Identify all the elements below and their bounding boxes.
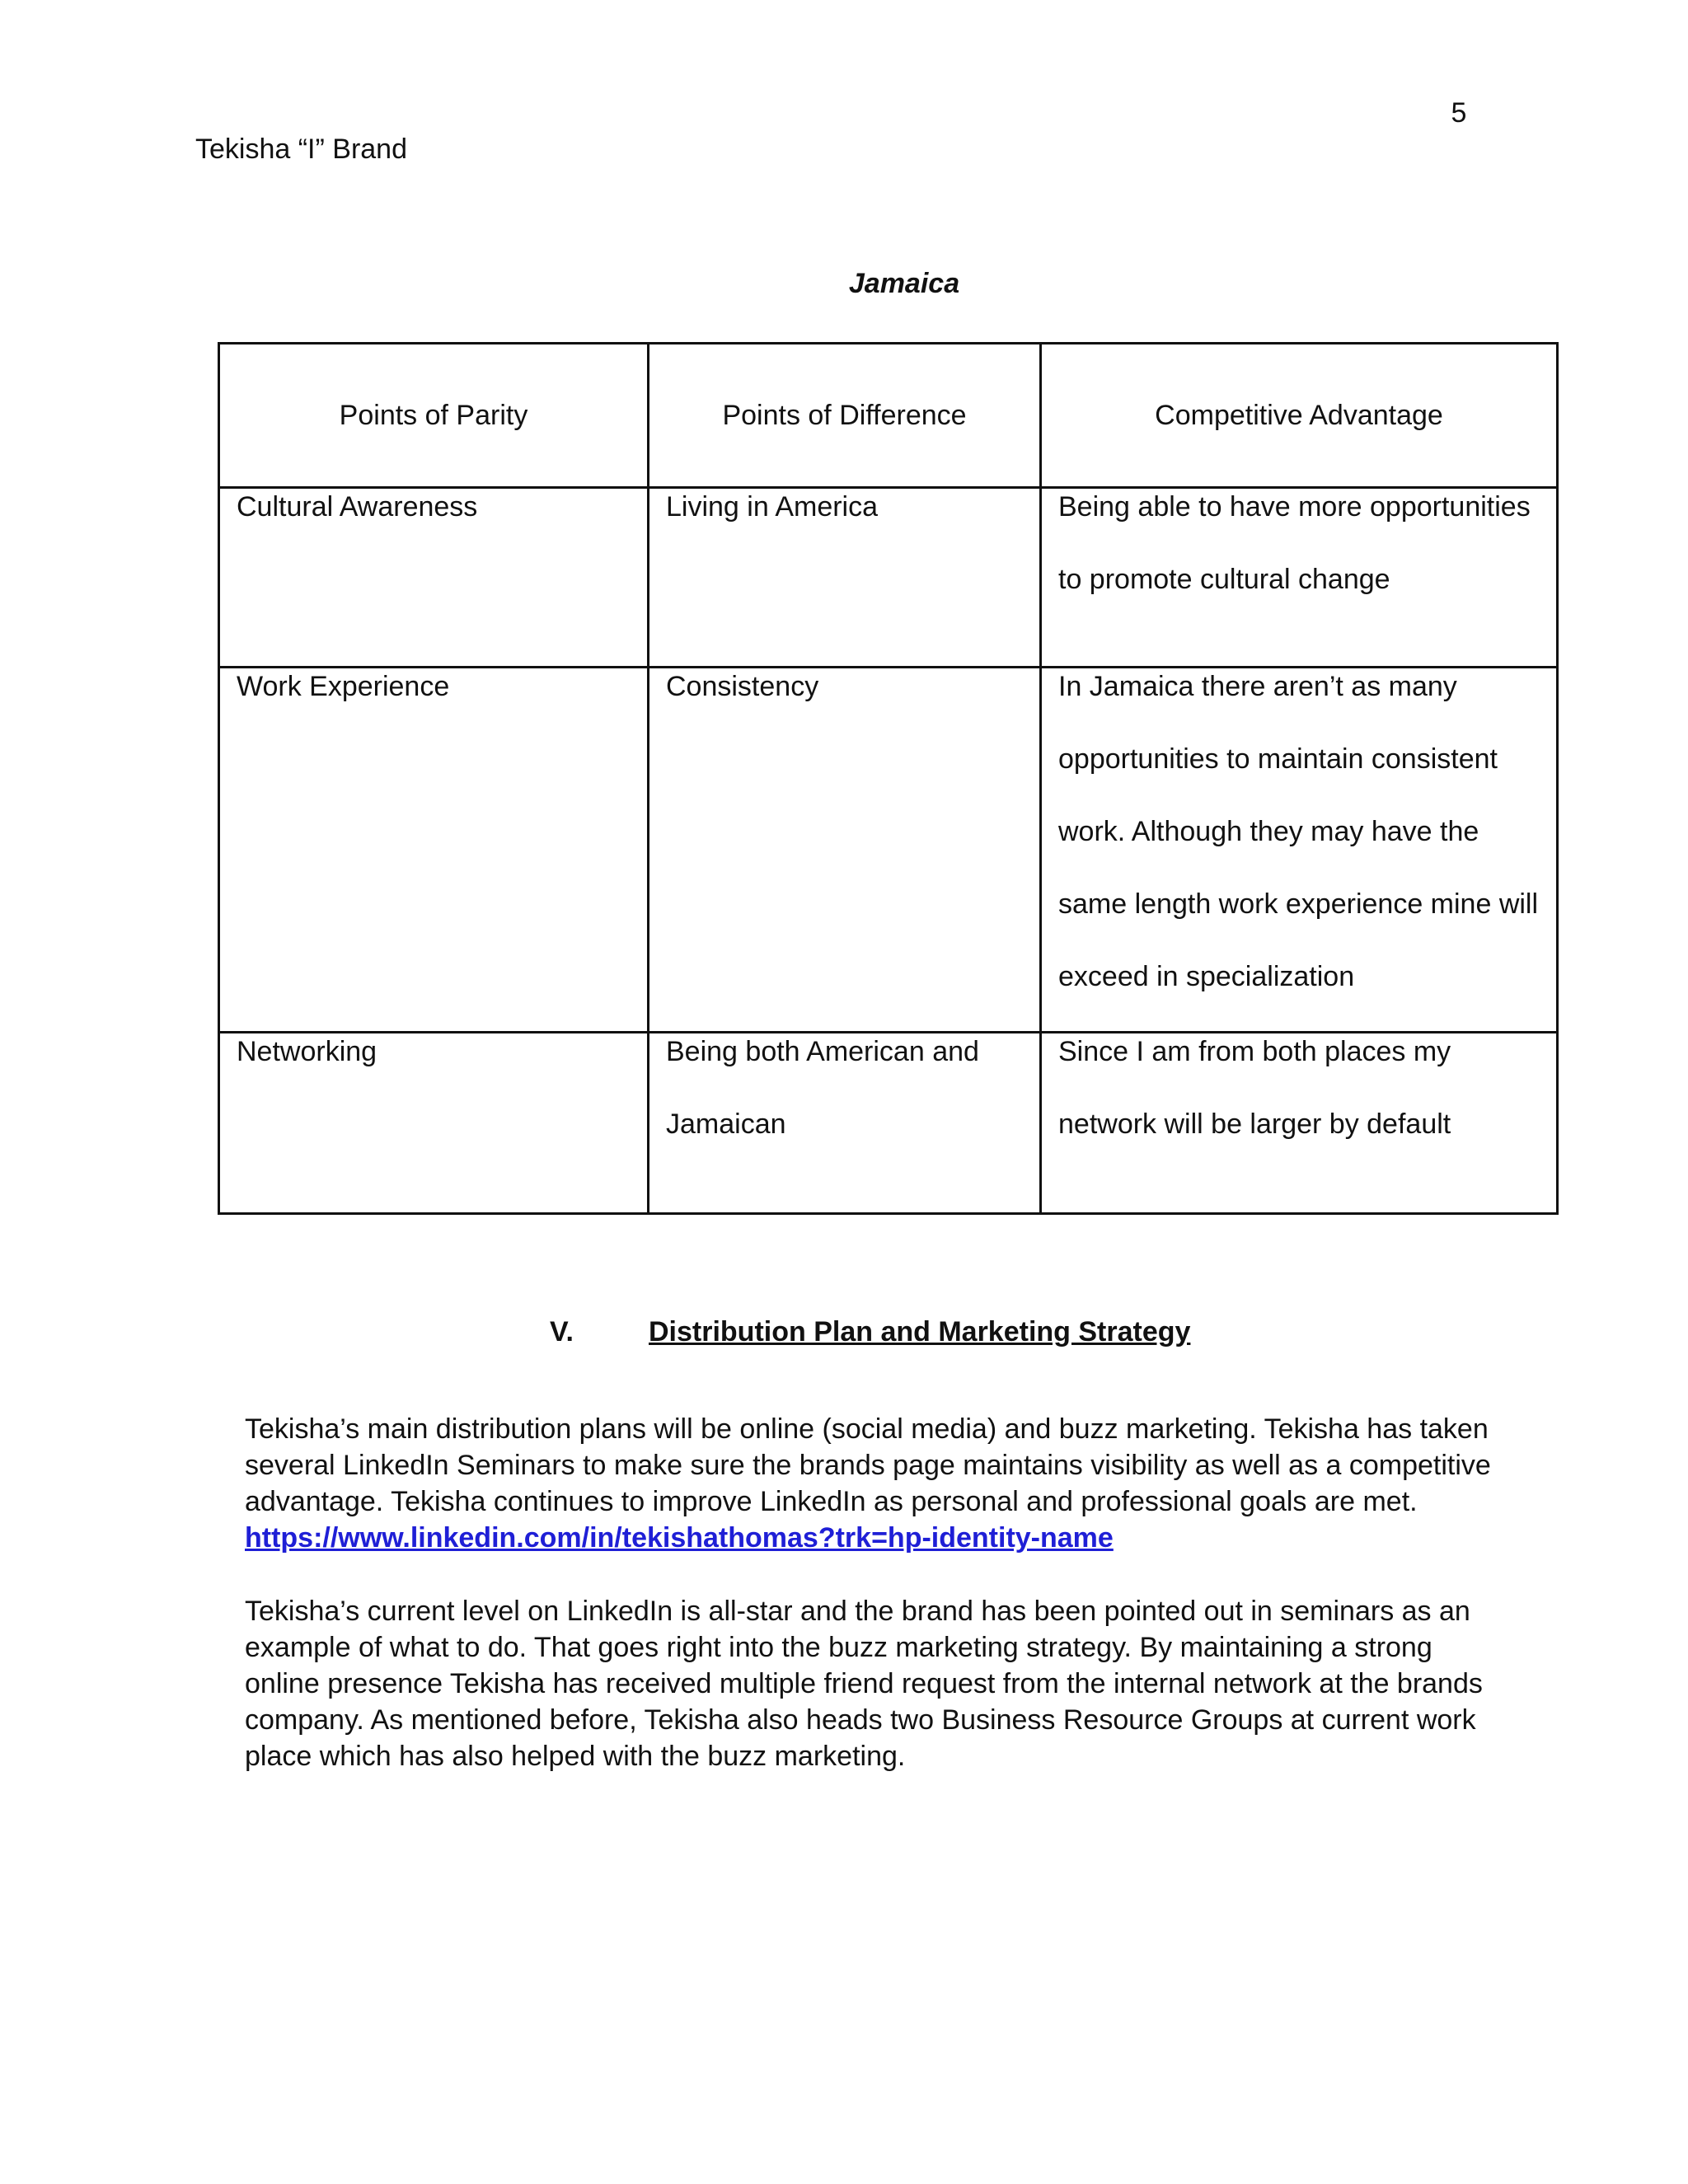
section-heading: [550, 1316, 1190, 1348]
cell-parity: [219, 488, 649, 668]
page-number: 5: [1451, 97, 1467, 129]
cell-text: Consistency: [666, 671, 819, 702]
table-row: [219, 668, 1558, 1033]
cell-text: In Jamaica there aren’t as many opportunities to maintain consistent work. Although they may have the same length work experience mine will exceed in specialization: [1058, 671, 1539, 992]
section-number: V.: [550, 1316, 574, 1347]
header-competitive-advantage: Competitive Advantage: [1041, 344, 1558, 488]
paragraph-text: Tekisha’s current level on LinkedIn is all-star and the brand has been pointed out in seminars as an example of what to do. That goes right into the buzz marketing strategy. By maintaining a strong online presence Tekisha has received multiple friend request from the internal network at the brands company. As mentioned before, Tekisha also heads two Business Resource Groups at current work place which has also helped with the buzz marketing.: [245, 1596, 1483, 1772]
cell-advantage: [1041, 1033, 1558, 1214]
cell-text: Networking: [237, 1036, 377, 1067]
cell-difference: [649, 668, 1041, 1033]
cell-parity: [219, 668, 649, 1033]
positioning-table: [218, 342, 1559, 1215]
cell-text: Cultural Awareness: [237, 491, 478, 523]
table-row: [219, 1033, 1558, 1214]
table-row: [219, 488, 1558, 668]
cell-advantage: [1041, 668, 1558, 1033]
paragraph-distribution: [245, 1411, 1498, 1556]
paragraph-buzz-marketing: [245, 1593, 1498, 1774]
paragraph-text: Tekisha’s main distribution plans will be online (social media) and buzz marketing. Tekisha has taken several LinkedIn Seminars to make sure the brands page maintains visibility as well as a competitive advantage. Tekisha continues to improve LinkedIn as personal and professional goals are met.: [245, 1413, 1491, 1517]
table-header-row: [219, 344, 1558, 488]
section-title: Distribution Plan and Marketing Strategy: [649, 1316, 1191, 1347]
running-head: Tekisha “I” Brand: [195, 134, 407, 165]
header-points-of-difference: Points of Difference: [649, 344, 1041, 488]
header-points-of-parity: Points of Parity: [219, 344, 649, 488]
linkedin-link[interactable]: https://www.linkedin.com/in/tekishathomas?trk=hp-identity-name: [245, 1522, 1114, 1554]
cell-advantage: [1041, 488, 1558, 668]
cell-difference: [649, 1033, 1041, 1214]
table-title: Jamaica: [848, 268, 960, 299]
cell-parity: [219, 1033, 649, 1214]
cell-text: Living in America: [666, 491, 879, 523]
cell-text: Since I am from both places my network will be larger by default: [1058, 1036, 1451, 1140]
cell-text: Being able to have more opportunities to promote cultural change: [1058, 491, 1531, 595]
cell-text: Work Experience: [237, 671, 450, 702]
cell-difference: [649, 488, 1041, 668]
cell-text: Being both American and Jamaican: [666, 1036, 979, 1140]
